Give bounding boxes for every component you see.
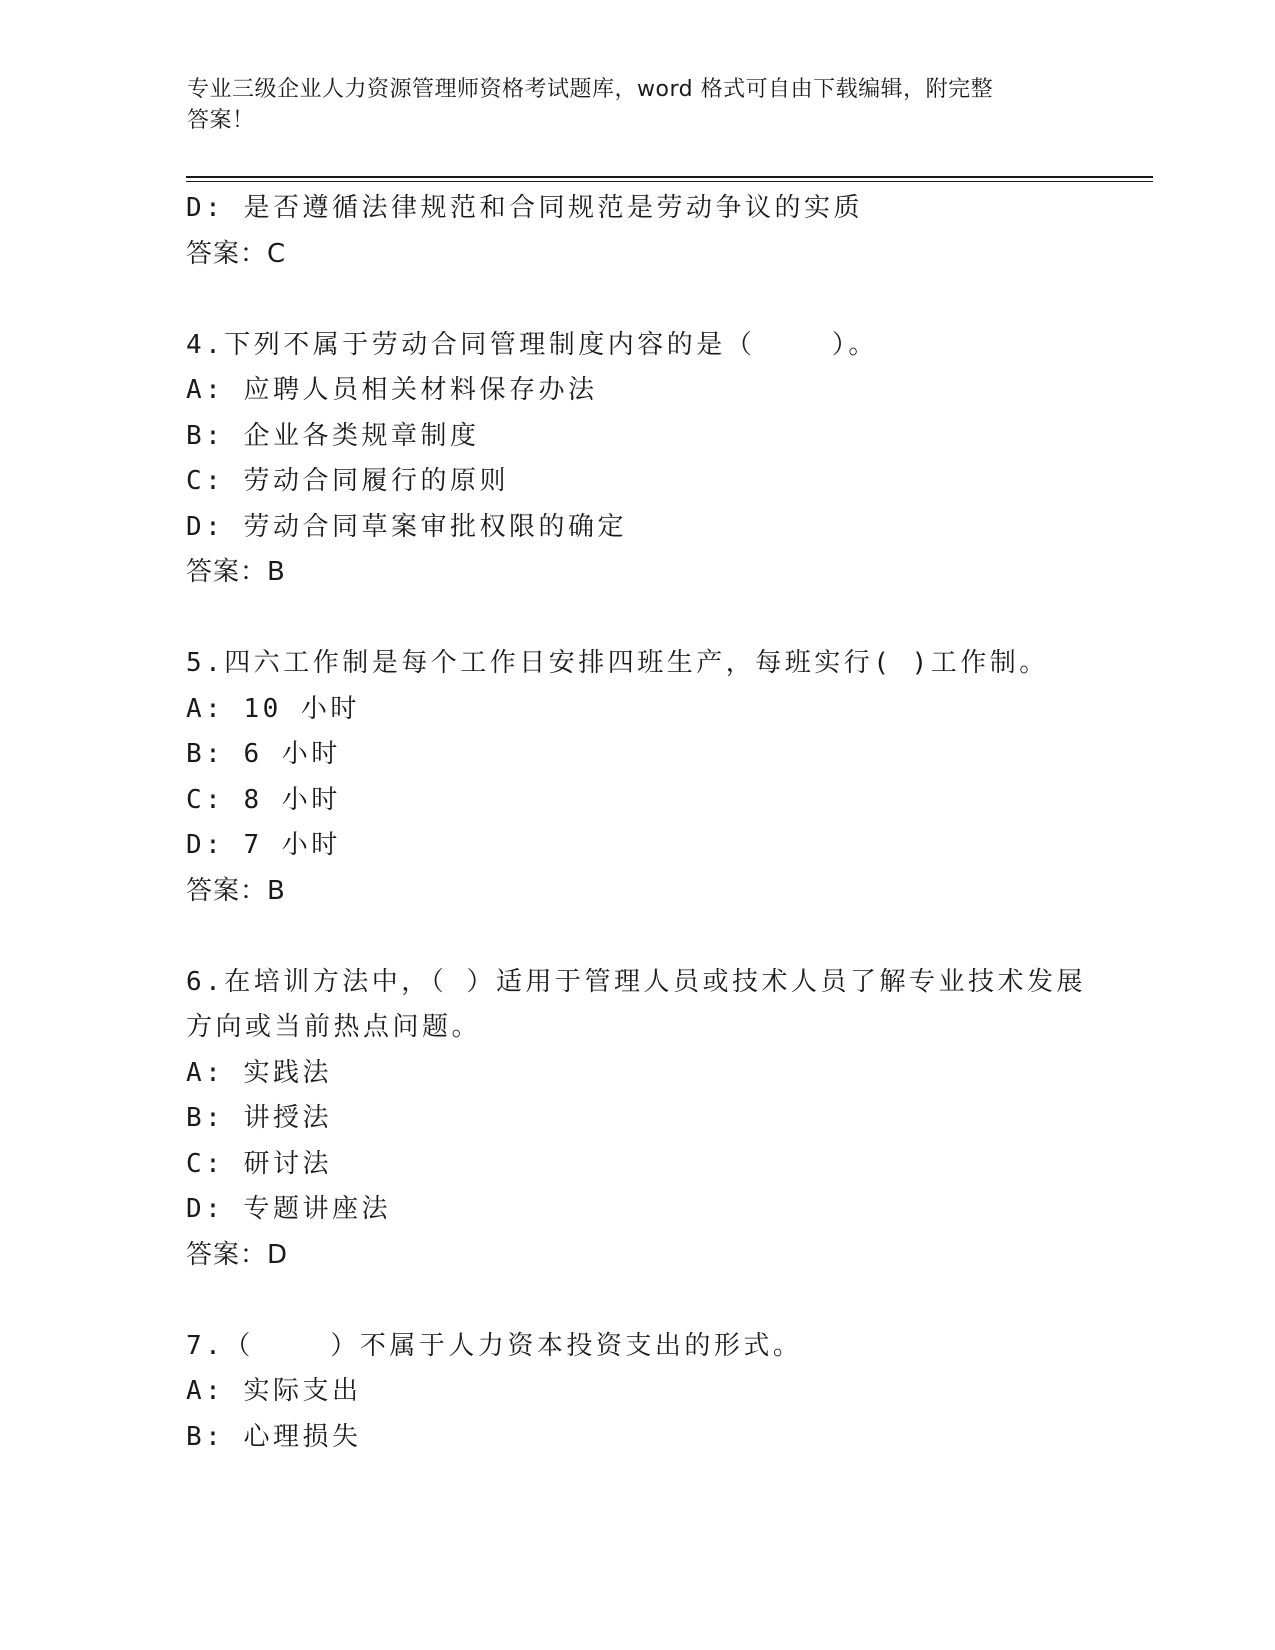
- header-line-1: 专业三级企业人力资源管理师资格考试题库，word 格式可自由下载编辑，附完整: [187, 77, 994, 102]
- option-c: C: 研讨法: [186, 1148, 332, 1179]
- answer-line: 答案：C: [186, 238, 287, 269]
- header-divider-thick: [186, 176, 1153, 178]
- answer-line: 答案：B: [186, 875, 286, 906]
- page-header: [187, 74, 1067, 136]
- answer-line: 答案：D: [186, 1239, 289, 1270]
- option-a: A: 10 小时: [186, 693, 360, 724]
- question-4: [186, 323, 1086, 596]
- option-a: A: 应聘人员相关材料保存办法: [186, 375, 598, 405]
- option-c: C: 劳动合同履行的原则: [186, 466, 509, 496]
- previous-question-tail: [186, 186, 1086, 277]
- question-list: [186, 186, 1086, 1460]
- question-5: [186, 641, 1086, 914]
- option-a: A: 实践法: [186, 1057, 332, 1088]
- header-line-2: 答案！: [187, 108, 255, 133]
- option-a: A: 实际支出: [186, 1376, 362, 1406]
- answer-line: 答案：B: [186, 557, 286, 587]
- option-d: D: 是否遵循法律规范和合同规范是劳动争议的实质: [186, 193, 863, 223]
- header-divider-thin: [186, 181, 1153, 182]
- option-d: D: 7 小时: [186, 830, 341, 860]
- question-stem: 4.下列不属于劳动合同管理制度内容的是（ ）。: [186, 329, 878, 360]
- question-6: [186, 960, 1086, 1279]
- option-d: D: 劳动合同草案审批权限的确定: [186, 511, 627, 542]
- option-b: B: 企业各类规章制度: [186, 420, 480, 451]
- option-b: B: 6 小时: [186, 739, 341, 769]
- question-stem: 5.四六工作制是每个工作日安排四班生产，每班实行( )工作制。: [186, 648, 1049, 678]
- question-stem-line-2: 方向或当前热点问题。: [186, 1012, 482, 1042]
- option-d: D: 专题讲座法: [186, 1194, 391, 1224]
- option-b: B: 心理损失: [186, 1421, 362, 1452]
- option-b: B: 讲授法: [186, 1103, 332, 1133]
- option-c: C: 8 小时: [186, 784, 341, 815]
- question-7: [186, 1324, 1086, 1461]
- question-stem: 7.（ ）不属于人力资本投资支出的形式。: [186, 1330, 803, 1361]
- question-stem-line-1: 6.在培训方法中，（ ）适用于管理人员或技术人员了解专业技术发展: [186, 966, 1086, 997]
